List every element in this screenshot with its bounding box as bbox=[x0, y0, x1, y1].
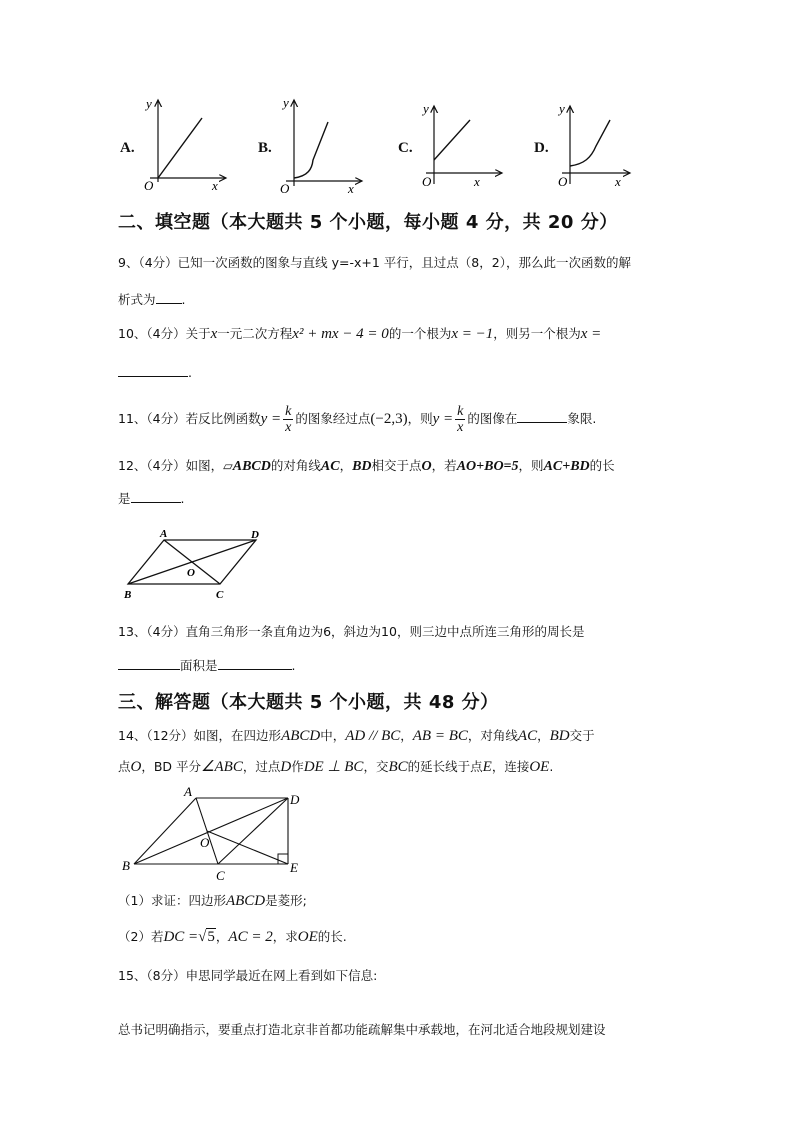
q12-answer-blank[interactable] bbox=[131, 488, 181, 503]
q11-fraction-1: $\frac{k}{x}$ bbox=[285, 404, 292, 435]
q14-2-sqrt: √5 bbox=[198, 929, 215, 945]
q14-abcd: ABCD bbox=[281, 728, 321, 744]
figure-14-quadrilateral bbox=[118, 784, 318, 884]
fig14-label-o: O bbox=[200, 835, 210, 850]
q11-lhs: y = bbox=[260, 411, 282, 427]
option-c-label: C. bbox=[398, 140, 413, 156]
graph-b bbox=[278, 94, 368, 194]
q12-text-6: 的长 bbox=[589, 458, 615, 473]
q14-l2d: 作 bbox=[291, 759, 304, 774]
question-12-line2: 是 . bbox=[118, 488, 185, 509]
q10-answer-prefix: x = bbox=[580, 326, 602, 342]
q12-text-4: ，若 bbox=[431, 458, 457, 473]
q14-l2e: ，交 bbox=[363, 759, 389, 774]
option-a-label: A. bbox=[120, 140, 135, 156]
q10-root: x = −1 bbox=[451, 326, 494, 342]
q14-c1: ， bbox=[400, 728, 413, 743]
q12-text-2: 的对角线 bbox=[270, 458, 321, 473]
fig14-label-e: E bbox=[290, 860, 298, 875]
q9-line1: 9、（4分）已知一次函数的图象与直线 y=-x+1 平行，且过点（8，2），那么此一次函数的解 bbox=[118, 255, 631, 270]
question-11 bbox=[118, 404, 596, 435]
graph-b-y: y bbox=[283, 95, 289, 110]
q14-eq: AB = BC bbox=[412, 728, 468, 744]
q14-angle: ∠ABC bbox=[201, 759, 243, 775]
graph-c-o: O bbox=[422, 174, 432, 189]
graph-a-y: y bbox=[146, 96, 152, 111]
graph-b-o: O bbox=[280, 181, 290, 194]
graph-c bbox=[418, 100, 508, 192]
question-13-line2: 面积是 . bbox=[118, 655, 296, 676]
q14-1-text-1: （1）求证：四边形 bbox=[118, 893, 226, 908]
q12-text-3: 相交于点 bbox=[371, 458, 422, 473]
q10-text-2: 一元二次方程 bbox=[217, 326, 293, 341]
q14-bc: BC bbox=[388, 759, 408, 775]
q14-l2f: 的延长线于点 bbox=[407, 759, 483, 774]
q13-area-blank[interactable] bbox=[218, 655, 292, 670]
fig14-label-a: A bbox=[184, 784, 192, 799]
q15-line2: 总书记明确指示，要重点打造北京非首都功能疏解集中承载地，在河北适合地段规划建设 bbox=[118, 1022, 606, 1037]
graph-d-o: O bbox=[558, 174, 568, 189]
question-14-part-1 bbox=[118, 891, 307, 911]
q14-l2h: . bbox=[549, 759, 554, 774]
question-15 bbox=[118, 966, 377, 986]
q14-2-text-2: ，求 bbox=[272, 929, 298, 944]
q14-text-4: 交于 bbox=[569, 728, 595, 743]
question-10-line2: . bbox=[118, 362, 192, 383]
q14-2-text-3: 的长. bbox=[317, 929, 347, 944]
q11-fraction-2: $\frac{k}{x}$ bbox=[457, 404, 464, 435]
q14-text-2: 中， bbox=[320, 728, 346, 743]
question-9-line2: 析式为 . bbox=[118, 289, 186, 310]
q10-equation: x² + mx − 4 = 0 bbox=[292, 326, 389, 342]
q14-2-text-1: （2）若 bbox=[118, 929, 164, 944]
fig12-label-c: C bbox=[216, 589, 224, 601]
q14-l2a: 点 bbox=[118, 759, 131, 774]
graph-a-x: x bbox=[212, 178, 218, 193]
q9-answer-blank[interactable] bbox=[156, 289, 182, 304]
q11-point: (−2,3) bbox=[370, 411, 408, 427]
question-12 bbox=[118, 456, 615, 477]
question-14-part-2 bbox=[118, 927, 347, 947]
q14-oe: OE bbox=[529, 759, 550, 775]
q12-condition: AO+BO=5 bbox=[456, 459, 519, 474]
graph-a-o: O bbox=[144, 178, 154, 193]
q14-d: D bbox=[280, 759, 292, 775]
q14-2-dc: DC = bbox=[163, 929, 199, 945]
q12-o: O bbox=[421, 459, 432, 474]
fig14-label-c: C bbox=[216, 868, 225, 883]
q14-o: O bbox=[130, 759, 142, 775]
q14-1-text-2: 是菱形; bbox=[265, 893, 307, 908]
q14-ac: AC bbox=[517, 728, 538, 744]
q11-lhs-2: y = bbox=[432, 411, 454, 427]
q14-l2g: ，连接 bbox=[491, 759, 530, 774]
graph-d-x: x bbox=[615, 174, 621, 189]
question-14 bbox=[118, 726, 595, 746]
fig14-label-b: B bbox=[122, 858, 130, 873]
q12-ac: AC bbox=[320, 459, 340, 474]
option-d-label: D. bbox=[534, 140, 549, 156]
q14-text-1: 14、（12分）如图，在四边形 bbox=[118, 728, 282, 743]
q9-line2: 析式为 bbox=[118, 292, 156, 307]
q10-answer-blank[interactable] bbox=[118, 362, 188, 377]
q10-var: x bbox=[210, 326, 218, 342]
q14-2-ac: AC = 2 bbox=[228, 929, 273, 945]
q12-abcd: ABCD bbox=[232, 459, 271, 474]
question-13 bbox=[118, 622, 584, 642]
q14-l2c: ，过点 bbox=[242, 759, 281, 774]
q14-parallel: AD // BC bbox=[345, 728, 401, 744]
option-b-label: B. bbox=[258, 140, 272, 156]
graph-a bbox=[140, 94, 230, 194]
q14-1-abcd: ABCD bbox=[225, 893, 266, 909]
question-9 bbox=[118, 253, 631, 273]
q14-l2b: ，BD 平分 bbox=[141, 759, 202, 774]
q12-line2: 是 bbox=[118, 491, 131, 506]
q13-perimeter-blank[interactable] bbox=[118, 655, 180, 670]
figure-12-parallelogram bbox=[118, 526, 278, 606]
q14-text-3: ，对角线 bbox=[467, 728, 518, 743]
q12-text-5: ，则 bbox=[518, 458, 544, 473]
question-15-line2 bbox=[118, 1020, 606, 1040]
q11-text-5: 象限. bbox=[567, 411, 597, 426]
graph-c-x: x bbox=[474, 174, 480, 189]
fig12-label-d: D bbox=[251, 529, 259, 541]
q12-sep: ， bbox=[339, 458, 353, 473]
section-3-title: 三、解答题（本大题共 5 个小题，共 48 分） bbox=[118, 692, 499, 713]
q11-text-1: 11、（4分）若反比例函数 bbox=[118, 411, 261, 426]
q14-2-oe: OE bbox=[297, 929, 318, 945]
q12-text-1: 12、（4分）如图，▱ bbox=[118, 458, 233, 473]
fig14-label-d: D bbox=[290, 792, 300, 807]
q11-text-4: 的图像在 bbox=[467, 411, 518, 426]
q11-text-3: ，则 bbox=[407, 411, 433, 426]
q11-text-2: 的图象经过点 bbox=[295, 411, 371, 426]
q14-perp: DE ⊥ BC bbox=[303, 759, 364, 775]
q10-text-3: 的一个根为 bbox=[388, 326, 452, 341]
q14-2-c: ， bbox=[215, 929, 229, 944]
graph-b-x: x bbox=[348, 181, 354, 194]
q14-e: E bbox=[482, 759, 492, 775]
q10-text-1: 10、（4分）关于 bbox=[118, 326, 211, 341]
graph-d-y: y bbox=[559, 101, 565, 116]
question-10 bbox=[118, 324, 601, 344]
q14-bd: BD bbox=[549, 728, 570, 744]
graph-d bbox=[556, 100, 646, 192]
q12-sum: AC+BD bbox=[543, 459, 590, 474]
question-14-line2 bbox=[118, 757, 553, 777]
fig12-label-a: A bbox=[160, 528, 168, 540]
q15-line1: 15、（8分）申思同学最近在网上看到如下信息: bbox=[118, 968, 378, 983]
section-2-title: 二、填空题（本大题共 5 个小题，每小题 4 分，共 20 分） bbox=[118, 212, 618, 233]
q13-mid: 面积是 bbox=[180, 658, 218, 673]
graph-c-y: y bbox=[423, 101, 429, 116]
q14-c2: ， bbox=[537, 728, 550, 743]
q10-text-4: ，则另一个根为 bbox=[493, 326, 581, 341]
q12-bd: BD bbox=[352, 459, 372, 474]
fig12-label-b: B bbox=[124, 589, 132, 601]
q13-line1: 13、（4分）直角三角形一条直角边为6，斜边为10，则三边中点所连三角形的周长是 bbox=[118, 624, 585, 639]
q11-answer-blank[interactable] bbox=[517, 408, 567, 423]
fig12-label-o: O bbox=[187, 567, 195, 579]
